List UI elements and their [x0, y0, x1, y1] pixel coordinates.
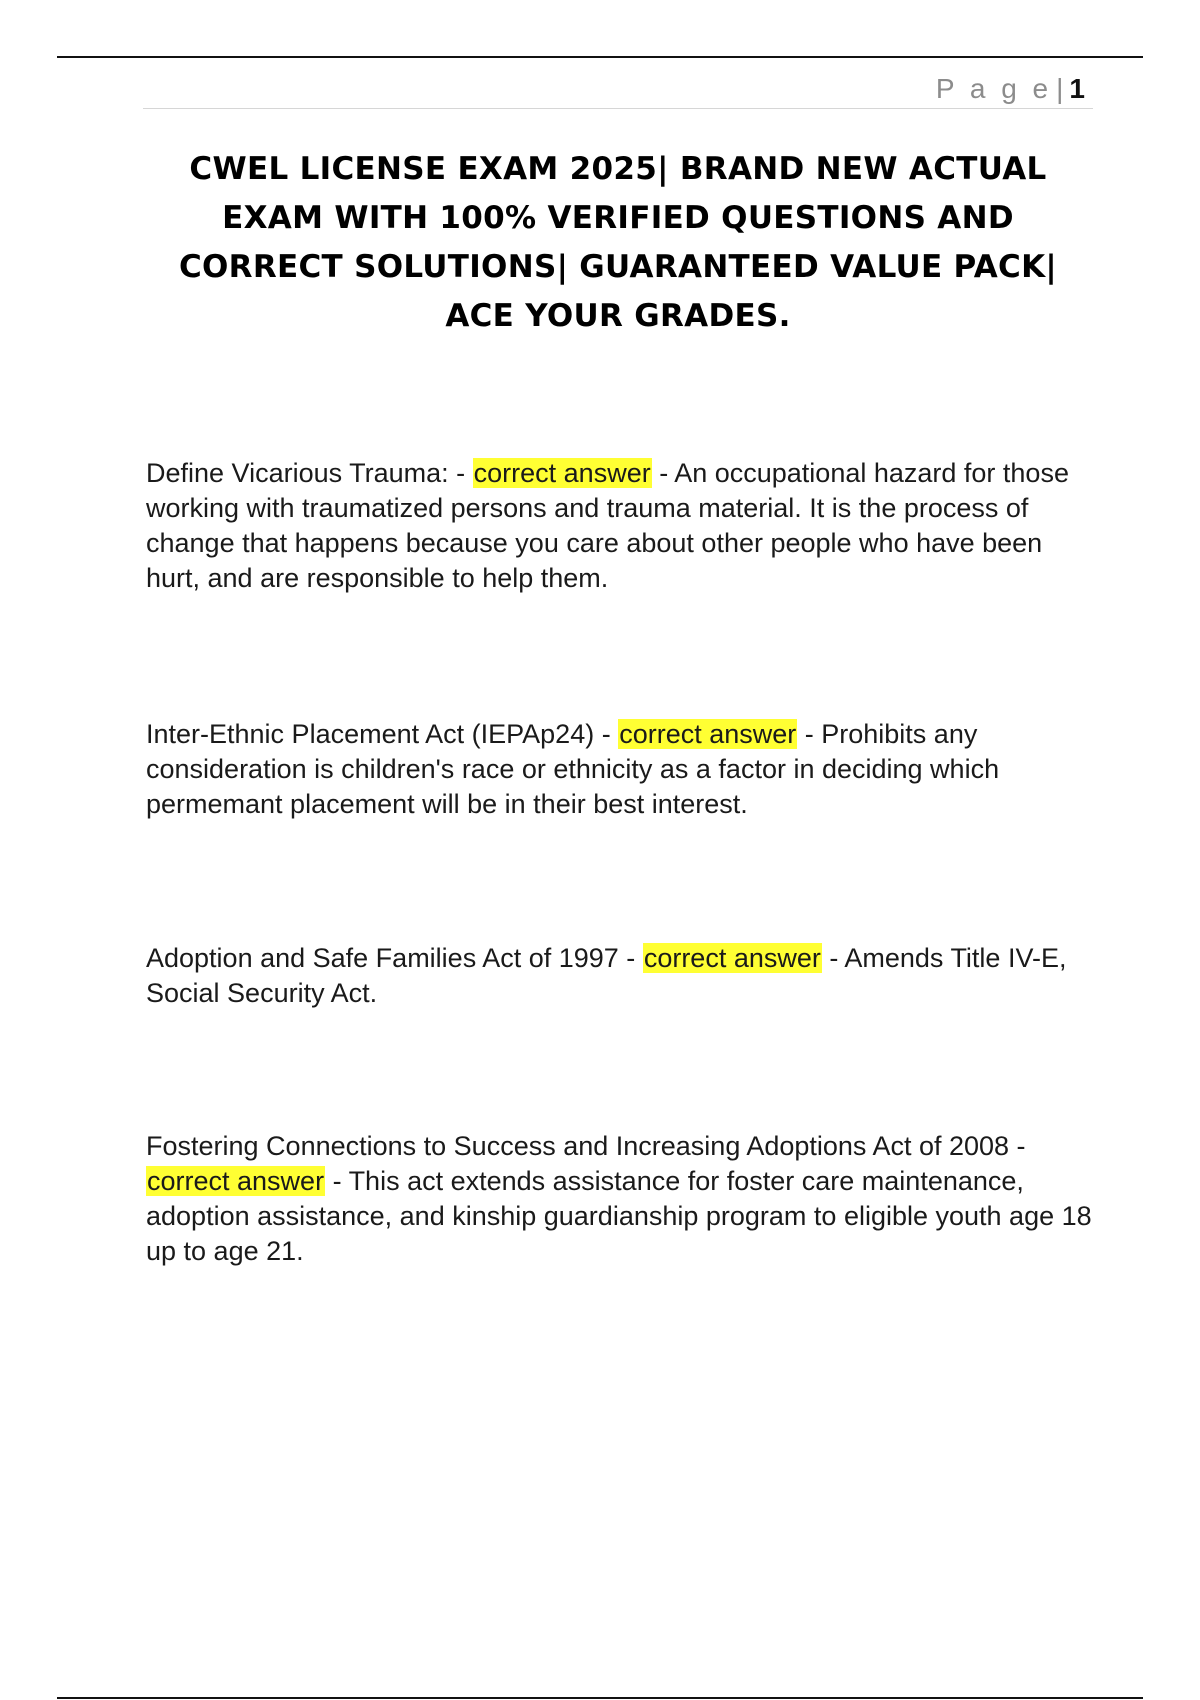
entry-answer: - Prohibits any consideration is children's race or ethnicity as a factor in deciding which permemant placement will be in their best interest.	[146, 719, 1000, 819]
answer-marker-highlight: correct answer	[619, 719, 797, 749]
entry-question: Inter-Ethnic Placement Act (IEPAp24) -	[146, 719, 619, 749]
page-header	[143, 66, 1093, 109]
page-separator: |	[1056, 73, 1064, 104]
entry-question: Define Vicarious Trauma: -	[146, 458, 473, 488]
qa-entry	[146, 1129, 1096, 1269]
answer-marker-highlight: correct answer	[473, 458, 651, 488]
answer-marker-highlight: correct answer	[147, 1166, 325, 1196]
entry-question: Adoption and Safe Families Act of 1997 -	[146, 943, 643, 973]
entry-answer: - This act extends assistance for foster care maintenance, adoption assistance, and kinship guardianship program to eligible youth age 18 up to age 21.	[146, 1166, 1092, 1266]
page-number: 1	[1069, 73, 1085, 104]
bottom-rule	[57, 1697, 1143, 1699]
top-rule	[57, 56, 1143, 58]
entry-answer: - Amends Title IV-E, Social Security Act.	[146, 943, 1067, 1008]
answer-marker-highlight: correct answer	[643, 943, 821, 973]
page-word: P a g e	[935, 73, 1053, 104]
entry-answer: - An occupational hazard for those working with traumatized persons and trauma material. It is the process of change that happens because you care about other people who have been hurt, and are responsible to help them.	[146, 458, 1069, 593]
entry-question: Fostering Connections to Success and Increasing Adoptions Act of 2008 -	[146, 1131, 1026, 1161]
qa-entry	[146, 941, 1096, 1011]
page-number-label	[936, 72, 1085, 106]
qa-entry	[146, 456, 1096, 596]
qa-entry	[146, 717, 1096, 822]
document-title: CWEL LICENSE EXAM 2025| BRAND NEW ACTUAL EXAM WITH 100% VERIFIED QUESTIONS AND CORRECT SOLUTIONS| GUARANTEED VALUE PACK| ACE YOUR GRADES.	[178, 151, 1058, 334]
